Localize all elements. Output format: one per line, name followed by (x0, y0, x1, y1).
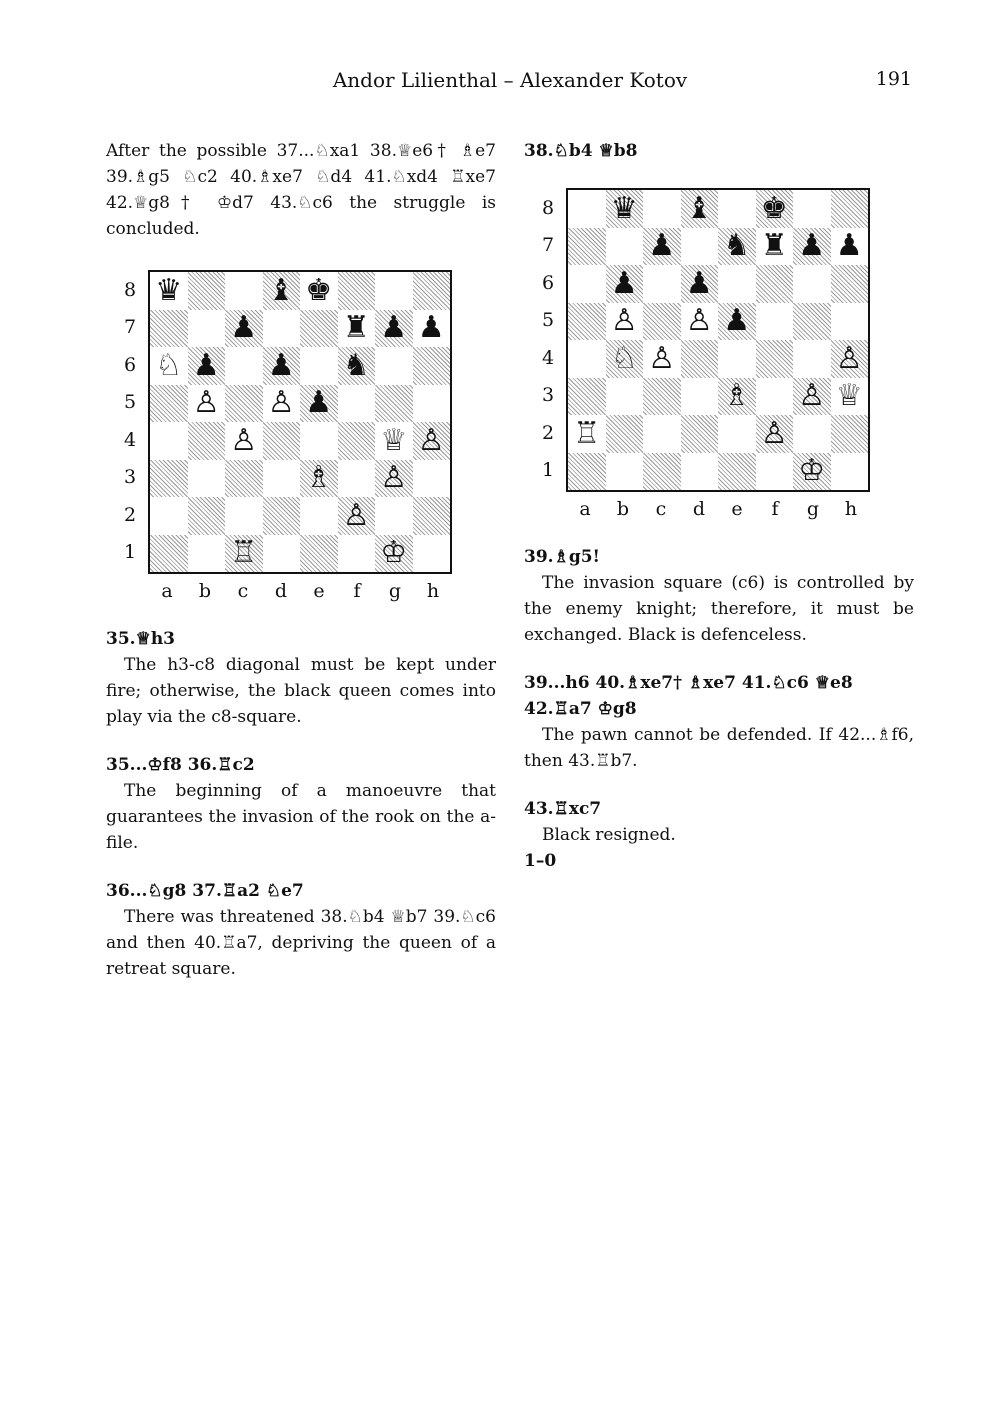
square-e1 (718, 453, 756, 491)
square-f3 (338, 460, 376, 498)
square-e6 (718, 265, 756, 303)
chess-piece-icon: ♜ (342, 310, 370, 346)
chess-piece-icon: ♟ (230, 310, 258, 346)
square-a3 (150, 460, 188, 498)
square-g4 (793, 340, 831, 378)
square-b8 (188, 272, 226, 310)
chess-piece-icon: ♞ (723, 228, 751, 264)
square-d1 (681, 453, 719, 491)
square-h1 (413, 535, 451, 573)
chess-piece-icon: ♟ (305, 385, 333, 421)
file-label: c (655, 498, 667, 520)
square-a5 (150, 385, 188, 423)
chess-piece-icon: ♘ (610, 340, 638, 376)
square-a2 (568, 415, 606, 453)
square-f2 (338, 497, 376, 535)
chess-board (566, 188, 870, 492)
chess-piece-icon: ♗ (723, 378, 751, 414)
square-b7 (188, 310, 226, 348)
chess-piece-icon: ♜ (760, 228, 788, 264)
square-g7 (793, 228, 831, 266)
chess-piece-icon: ♚ (305, 272, 333, 308)
square-e7 (300, 310, 338, 348)
file-label: f (353, 580, 361, 602)
square-h3 (831, 378, 869, 416)
left-column (106, 138, 496, 982)
chess-piece-icon: ♝ (685, 190, 713, 226)
file-label: d (274, 580, 288, 602)
move-heading-36: 36...♘g8 37.♖a2 ♘e7 (106, 881, 304, 901)
square-d5 (681, 303, 719, 341)
chess-piece-icon: ♔ (798, 453, 826, 489)
file-labels (566, 498, 870, 520)
square-c7 (225, 310, 263, 348)
square-e4 (300, 422, 338, 460)
square-e8 (300, 272, 338, 310)
square-a3 (568, 378, 606, 416)
square-e5 (718, 303, 756, 341)
square-a5 (568, 303, 606, 341)
square-h1 (831, 453, 869, 491)
chess-piece-icon: ♛ (610, 190, 638, 226)
square-h2 (831, 415, 869, 453)
square-h8 (831, 190, 869, 228)
chess-piece-icon: ♙ (267, 385, 295, 421)
chess-diagram-2 (526, 188, 886, 538)
square-f1 (756, 453, 794, 491)
square-g1 (375, 535, 413, 573)
square-e1 (300, 535, 338, 573)
square-e6 (300, 347, 338, 385)
right-column (524, 138, 914, 874)
game-result: 1–0 (524, 851, 557, 871)
square-g3 (375, 460, 413, 498)
chess-piece-icon: ♟ (192, 347, 220, 383)
chess-piece-icon: ♟ (723, 303, 751, 339)
square-e3 (300, 460, 338, 498)
chess-piece-icon: ♙ (685, 303, 713, 339)
square-b5 (188, 385, 226, 423)
square-g8 (375, 272, 413, 310)
square-c2 (643, 415, 681, 453)
move-heading-35b: 35...♔f8 36.♖c2 (106, 755, 255, 775)
move-heading-39: 39.♗g5! (524, 547, 600, 567)
square-f7 (338, 310, 376, 348)
chess-piece-icon: ♙ (192, 385, 220, 421)
chess-piece-icon: ♙ (798, 378, 826, 414)
move-heading-35: 35.♕h3 (106, 629, 176, 649)
chess-piece-icon: ♕ (380, 422, 408, 458)
rank-label: 7 (542, 234, 555, 257)
chess-piece-icon: ♟ (417, 310, 445, 346)
square-b5 (606, 303, 644, 341)
page-number: 191 (875, 68, 912, 90)
rank-label: 5 (542, 309, 555, 332)
file-label: g (806, 498, 820, 520)
chess-piece-icon: ♛ (155, 272, 183, 308)
annotation-43: Black resigned. (542, 825, 676, 845)
square-b7 (606, 228, 644, 266)
chess-piece-icon: ♟ (835, 228, 863, 264)
square-c7 (643, 228, 681, 266)
square-a1 (150, 535, 188, 573)
square-f2 (756, 415, 794, 453)
square-g3 (793, 378, 831, 416)
file-label: e (313, 580, 325, 602)
move-heading-43: 43.♖xc7 (524, 799, 602, 819)
square-d8 (681, 190, 719, 228)
square-d6 (681, 265, 719, 303)
square-a8 (150, 272, 188, 310)
file-label: d (692, 498, 706, 520)
square-e8 (718, 190, 756, 228)
square-b4 (606, 340, 644, 378)
intro-paragraph: After the possible 37...♘xa1 38.♕e6† ♗e7 39.♗g5 ♘c2 40.♗xe7 ♘d4 41.♘xd4 ♖xe7 42.♕g8† ♔d7 43.♘c6 the struggle is concluded. (106, 141, 496, 239)
square-e2 (300, 497, 338, 535)
file-label: h (426, 580, 440, 602)
square-f5 (338, 385, 376, 423)
square-g2 (375, 497, 413, 535)
square-c1 (225, 535, 263, 573)
square-d6 (263, 347, 301, 385)
square-e2 (718, 415, 756, 453)
square-a6 (568, 265, 606, 303)
rank-label: 3 (124, 466, 137, 489)
square-h5 (413, 385, 451, 423)
square-b6 (606, 265, 644, 303)
square-h7 (413, 310, 451, 348)
square-h4 (831, 340, 869, 378)
square-h2 (413, 497, 451, 535)
chess-piece-icon: ♙ (417, 422, 445, 458)
rank-label: 1 (124, 541, 137, 564)
move-heading-38: 38.♘b4 ♕b8 (524, 141, 638, 161)
square-f6 (338, 347, 376, 385)
square-c6 (225, 347, 263, 385)
chess-piece-icon: ♔ (380, 535, 408, 571)
square-d2 (681, 415, 719, 453)
square-f8 (338, 272, 376, 310)
file-labels (148, 580, 452, 602)
square-d2 (263, 497, 301, 535)
chess-piece-icon: ♟ (267, 347, 295, 383)
square-d4 (681, 340, 719, 378)
square-c5 (643, 303, 681, 341)
chess-piece-icon: ♝ (267, 272, 295, 308)
square-g8 (793, 190, 831, 228)
square-d8 (263, 272, 301, 310)
square-d3 (263, 460, 301, 498)
rank-label: 2 (542, 421, 555, 444)
chess-piece-icon: ♟ (380, 310, 408, 346)
file-label: f (771, 498, 779, 520)
running-title: Andor Lilienthal – Alexander Kotov (332, 68, 688, 92)
square-h6 (413, 347, 451, 385)
rank-label: 7 (124, 316, 137, 339)
rank-label: 5 (124, 391, 137, 414)
square-d5 (263, 385, 301, 423)
square-f1 (338, 535, 376, 573)
square-c6 (643, 265, 681, 303)
square-a2 (150, 497, 188, 535)
square-b6 (188, 347, 226, 385)
square-c3 (643, 378, 681, 416)
square-c4 (225, 422, 263, 460)
rank-label: 1 (542, 459, 555, 482)
annotation-39: The invasion square (c6) is controlled by the enemy knight; therefore, it must be exchanged. Black is defenceless. (524, 573, 914, 645)
square-b1 (606, 453, 644, 491)
square-c4 (643, 340, 681, 378)
rank-label: 6 (542, 271, 555, 294)
annotation-36: There was threatened 38.♘b4 ♕b7 39.♘c6 and then 40.♖a7, depriving the queen of a retreat square. (106, 907, 496, 979)
file-label: g (388, 580, 402, 602)
square-b2 (188, 497, 226, 535)
square-g7 (375, 310, 413, 348)
chess-piece-icon: ♗ (305, 460, 333, 496)
chess-piece-icon: ♕ (835, 378, 863, 414)
chess-piece-icon: ♟ (648, 228, 676, 264)
file-label: b (198, 580, 212, 602)
rank-label: 4 (542, 346, 555, 369)
chess-piece-icon: ♙ (648, 340, 676, 376)
square-a8 (568, 190, 606, 228)
file-label: c (237, 580, 249, 602)
chess-piece-icon: ♙ (230, 422, 258, 458)
square-c8 (225, 272, 263, 310)
chess-piece-icon: ♙ (380, 460, 408, 496)
square-f7 (756, 228, 794, 266)
square-c2 (225, 497, 263, 535)
file-label: a (161, 580, 173, 602)
square-b3 (188, 460, 226, 498)
square-d4 (263, 422, 301, 460)
square-a7 (150, 310, 188, 348)
chess-piece-icon: ♟ (685, 265, 713, 301)
square-c1 (643, 453, 681, 491)
square-g4 (375, 422, 413, 460)
chess-piece-icon: ♙ (342, 497, 370, 533)
file-label: a (579, 498, 591, 520)
square-c3 (225, 460, 263, 498)
file-label: e (731, 498, 743, 520)
chess-piece-icon: ♙ (835, 340, 863, 376)
chess-piece-icon: ♟ (798, 228, 826, 264)
annotation-35b: The beginning of a manoeuvre that guarantees the invasion of the rook on the a-file. (106, 781, 496, 853)
square-g6 (793, 265, 831, 303)
rank-label: 3 (542, 384, 555, 407)
square-a6 (150, 347, 188, 385)
square-d1 (263, 535, 301, 573)
chess-piece-icon: ♘ (155, 347, 183, 383)
square-c8 (643, 190, 681, 228)
square-e3 (718, 378, 756, 416)
square-h8 (413, 272, 451, 310)
square-e4 (718, 340, 756, 378)
square-a4 (568, 340, 606, 378)
square-f8 (756, 190, 794, 228)
square-b3 (606, 378, 644, 416)
square-g6 (375, 347, 413, 385)
square-h4 (413, 422, 451, 460)
rank-label: 4 (124, 428, 137, 451)
square-g1 (793, 453, 831, 491)
rank-label: 2 (124, 503, 137, 526)
square-g2 (793, 415, 831, 453)
rank-label: 6 (124, 353, 137, 376)
chess-piece-icon: ♖ (230, 535, 258, 571)
rank-label: 8 (542, 196, 555, 219)
square-f3 (756, 378, 794, 416)
file-label: b (616, 498, 630, 520)
square-f6 (756, 265, 794, 303)
page-header (0, 68, 1000, 102)
rank-label: 8 (124, 278, 137, 301)
square-e7 (718, 228, 756, 266)
file-label: h (844, 498, 858, 520)
square-b2 (606, 415, 644, 453)
square-a4 (150, 422, 188, 460)
square-e5 (300, 385, 338, 423)
annotation-39b: The pawn cannot be defended. If 42...♗f6, then 43.♖b7. (524, 725, 914, 771)
square-b1 (188, 535, 226, 573)
square-h6 (831, 265, 869, 303)
chess-piece-icon: ♚ (760, 190, 788, 226)
square-a1 (568, 453, 606, 491)
square-b4 (188, 422, 226, 460)
square-d7 (263, 310, 301, 348)
square-c5 (225, 385, 263, 423)
square-h5 (831, 303, 869, 341)
chess-piece-icon: ♖ (573, 415, 601, 451)
square-f4 (756, 340, 794, 378)
chess-diagram-1 (108, 270, 468, 620)
chess-piece-icon: ♙ (760, 415, 788, 451)
square-d7 (681, 228, 719, 266)
square-h3 (413, 460, 451, 498)
chess-piece-icon: ♞ (342, 347, 370, 383)
annotation-35: The h3-c8 diagonal must be kept under fire; otherwise, the black queen comes into play via the c8-square. (106, 655, 496, 727)
move-heading-39b: 39...h6 40.♗xe7† ♗xe7 41.♘c6 ♕e8 42.♖a7 ♔g8 (524, 673, 853, 719)
square-g5 (793, 303, 831, 341)
chess-board (148, 270, 452, 574)
square-g5 (375, 385, 413, 423)
square-f5 (756, 303, 794, 341)
square-d3 (681, 378, 719, 416)
square-h7 (831, 228, 869, 266)
chess-piece-icon: ♙ (610, 303, 638, 339)
square-a7 (568, 228, 606, 266)
chess-piece-icon: ♟ (610, 265, 638, 301)
square-f4 (338, 422, 376, 460)
square-b8 (606, 190, 644, 228)
